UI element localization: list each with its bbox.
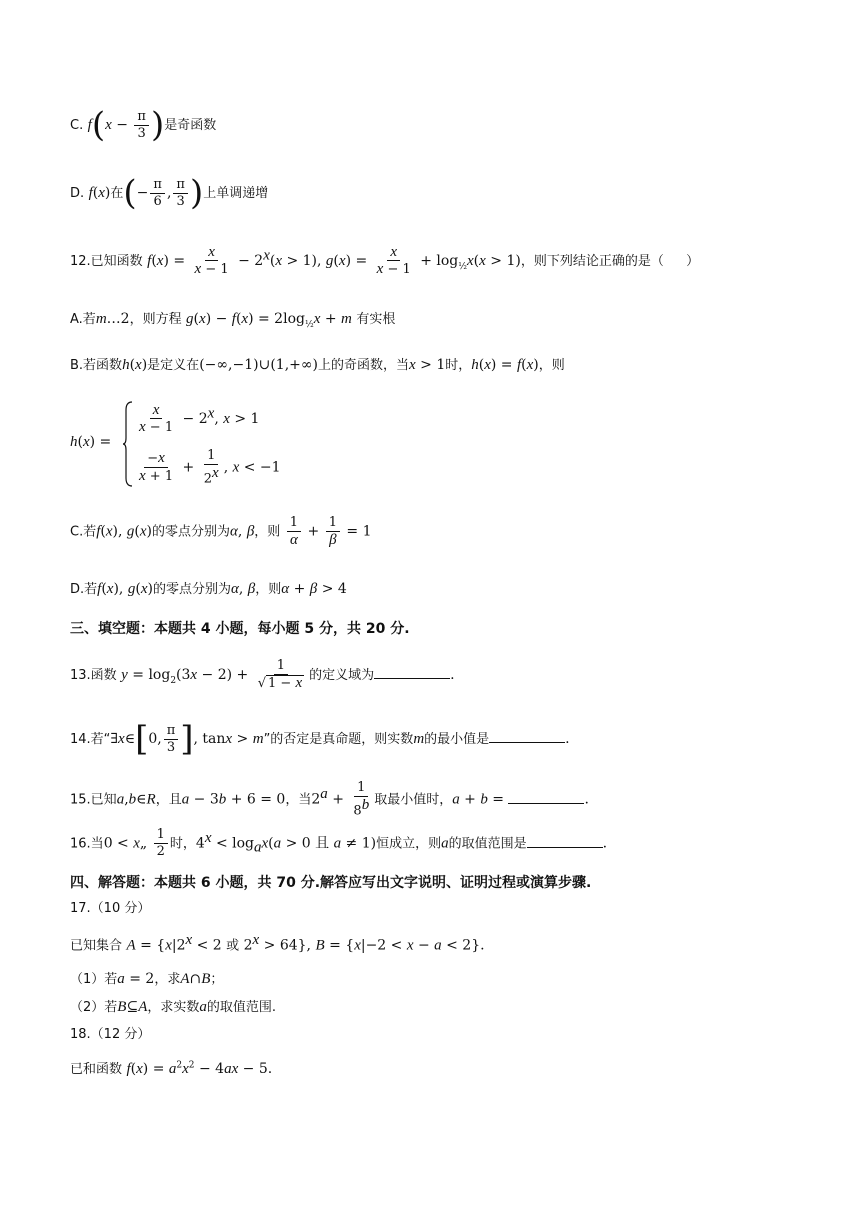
answer-blank-16[interactable]: [527, 835, 603, 848]
question-12-stem: 12.已知函数 f(x) = $\frac{x}{x - 1}$ − $2^x(x > 1)$, g(x) = $\frac{x}{x - 1}$ + $\log_{\frac{1}{2}}x(x > 1)$，则下列结论正确的是（ ）: [70, 244, 700, 277]
question-18-score: 18.（12 分）: [70, 1027, 151, 1042]
answer-blank-15[interactable]: [508, 791, 584, 804]
question-17-part-1: （1）若a = 2，求A∩B；: [70, 971, 224, 987]
piecewise-brace: [122, 400, 134, 488]
question-18-stem: 已和函数 $f(x) = a^2x^2 - 4ax - 5$.: [70, 1060, 273, 1077]
question-17-part-2: （2）若B⊆A，求实数a的取值范围.: [70, 999, 277, 1015]
piecewise-case-2: $\frac{-x}{x + 1}$ + $\frac{1}{2^x}$ , x < −1: [139, 448, 281, 487]
answer-blank-14[interactable]: [489, 730, 565, 743]
option-11c: C. f(x − $\frac{\pi}{3}$ )是奇函数: [70, 105, 217, 145]
option-11d: D. f(x)在(− $\frac{\pi}{6}$ , $\frac{\pi}{3}$ )上单调递增: [70, 173, 269, 213]
section-4-heading: 四、解答题：本题共 6 小题，共 70 分.解答应写出文字说明、证明过程或演算步骤.: [70, 875, 592, 891]
question-14: 14.若“∃x∈[0, $\frac{\pi}{3}$ ], tanx > m”的否定是真命题，则实数m的最小值是 .: [70, 719, 570, 759]
question-12-option-a: A.若m…2，则方程 $g(x) - f(x) = 2\log_{\frac{1}{2}}x + m$ 有实根: [70, 311, 396, 330]
question-12-option-b: B.若函数h(x)是定义在(−∞,−1)∪(1,+∞)上的奇函数，当x > 1时，h(x) = f(x)，则: [70, 357, 565, 373]
piecewise-h-label: h(x) =: [70, 434, 112, 450]
question-12-option-c: C.若f(x), g(x)的零点分别为α, β，则 $\frac{1}{\alpha}$ + $\frac{1}{\beta}$ = 1: [70, 515, 372, 548]
option-11c-text: 是奇函数: [164, 118, 217, 133]
answer-blank-13[interactable]: [374, 666, 450, 679]
section-3-heading: 三、填空题：本题共 4 小题，每小题 5 分，共 20 分.: [70, 621, 410, 637]
question-12-option-d: D.若f(x), g(x)的零点分别为α, β，则α + β > 4: [70, 581, 347, 597]
question-16: 16.当0 < x„ $\frac{1}{2}$ 时，$4^x < \log_ax(a > 0$ 且 a ≠ 1)恒成立，则a的取值范围是 .: [70, 827, 608, 859]
question-15: 15.已知a,b∈R，且a − 3b + 6 = 0，当$2^a$ + $\frac{1}{8^b}$ 取最小值时，a + b = .: [70, 780, 589, 819]
question-17-stem: 已知集合 $A = \{x|2^x < 2$ 或 $2^x > 64$}, B = {x|−2 < x − a < 2}.: [70, 932, 485, 954]
question-17-score: 17.（10 分）: [70, 901, 151, 916]
question-13: 13.函数 $y = \log_2(3x - 2)$ + $\frac{1}{√ 1 - x}$ 的定义域为 .: [70, 658, 455, 691]
piecewise-case-1: $\frac{x}{x - 1}$ − $2^x$, x > 1: [139, 402, 260, 435]
